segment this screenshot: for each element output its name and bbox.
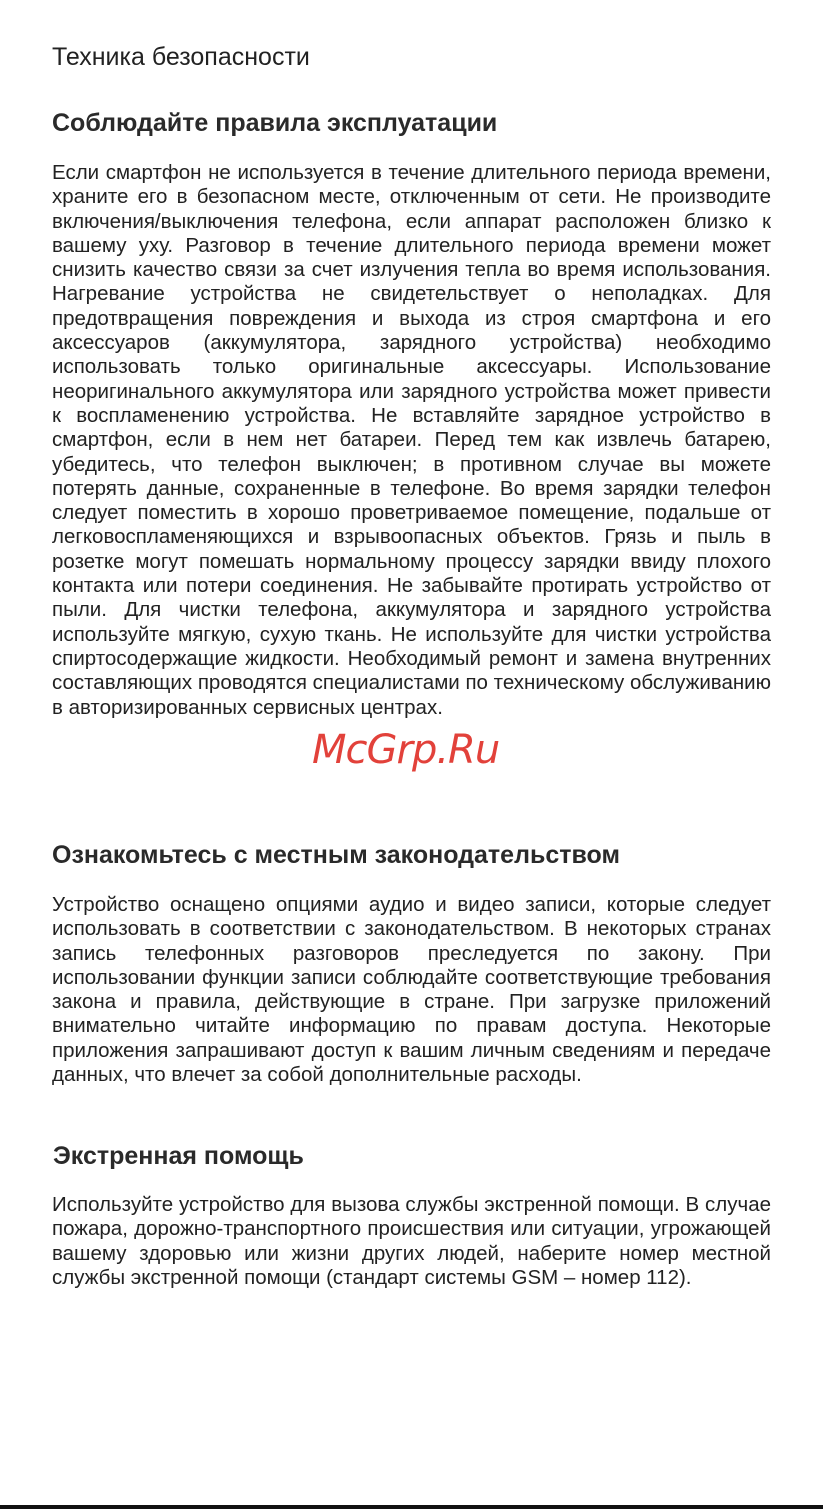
section-body-operation-rules: Если смартфон не используется в течение длительного периода времени, храните его в безопасном месте, отключенным от сети. Не производите включения/выключения телефона, если аппарат расположен близко к вашему уху. Разговор в течение длительного периода времени может снизить качество связи за счет излучения тепла во время использования. Нагревание устройства не свидетельствует о неполадках. Для предотвращения повреждения и выхода из строя смартфона и его аксессуаров (аккумулятора, зарядного устройства) необходимо использовать только оригинальные аксессуары. Использование неоригинального аккумулятора или зарядного устройства может привести к воспламенению устройства. Не вставляйте зарядное устройство в смартфон, если в нем нет батареи. Перед тем как извлечь батарею, убедитесь, что телефон выключен; в противном случае вы можете потерять данные, сохраненные в телефоне. Во время зарядки телефон следует поместить в хорошо проветриваемое помещение, подальше от легковоспламеняющихся и взрывоопасных объектов. Грязь и пыль в розетке могут помешать нормальному процессу зарядки ввиду плохого контакта или потери соединения. Не забывайте протирать устройство от пыли. Для чистки телефона, аккумулятора и зарядного устройства используйте мягкую, сухую ткань. Не используйте для чистки устройства спиртосодержащие жидкости. Необходимый ремонт и замена внутренних составляющих проводятся специалистами по техническому обслуживанию в авторизированных сервисных центрах. (52, 161, 771, 719)
section-body-emergency: Используйте устройство для вызова службы экстренной помощи. В случае пожара, дорожно-транспортного происшествия или ситуации, угрожающей вашему здоровью или жизни других людей, наберите номер местной службы экстренной помощи (стандарт системы GSM – номер 112). (52, 1193, 771, 1289)
section-body-local-law: Устройство оснащено опциями аудио и видео записи, которые следует использовать в соответствии с законодательством. В некоторых странах запись телефонных разговоров преследуется по закону. При использовании функции записи соблюдайте соответствующие требования закона и правила, действующие в стране. При загрузке приложений внимательно читайте информацию по правам доступа. Некоторые приложения запрашивают доступ к вашим личным сведениям и передаче данных, что влечет за собой дополнительные расходы. (52, 893, 771, 1087)
section-heading-operation-rules: Соблюдайте правила эксплуатации (52, 109, 498, 137)
bottom-divider (0, 1505, 823, 1509)
section-heading-local-law: Ознакомьтесь с местным законодательством (52, 841, 620, 869)
section-heading-emergency: Экстренная помощь (53, 1142, 304, 1170)
watermark-logo: McGrp.Ru (312, 727, 500, 773)
running-header: Техника безопасности (52, 43, 310, 71)
